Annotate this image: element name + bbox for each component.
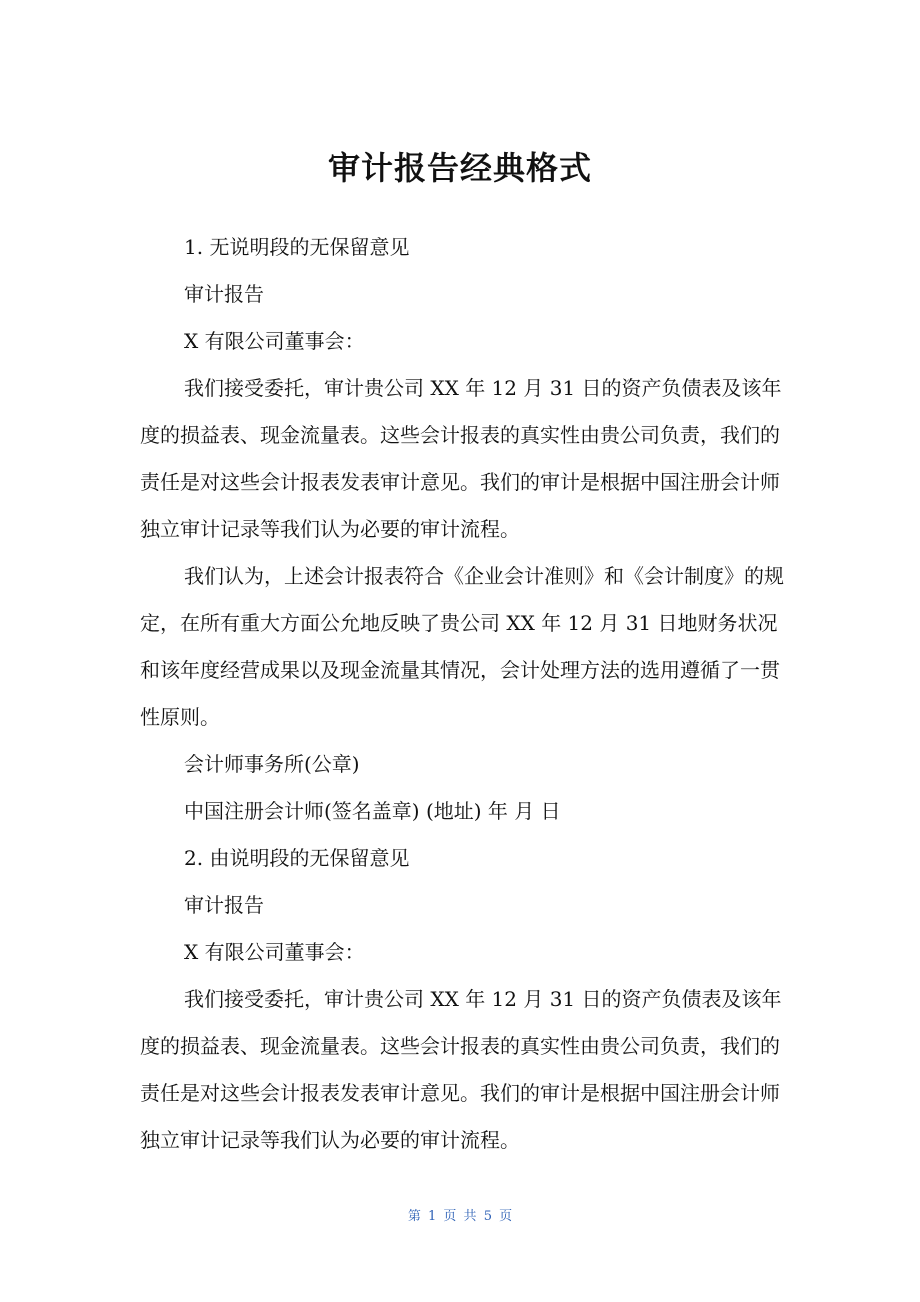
addressee-2: X 有限公司董事会： xyxy=(184,940,365,964)
document-body xyxy=(140,224,788,1164)
opinion-paragraph-1: 我们认为，上述会计报表符合《企业会计准则》和《会计制度》的规定，在所有重大方面公允地反映了贵公司 XX 年 12 月 31 日地财务状况和该年度经营成果以及现金流量其情况，会计处理方法的选用遵循了一贯性原则。 xyxy=(140,564,784,729)
page-footer: 第 1 页 共 5 页 xyxy=(407,1209,513,1224)
document-title: 审计报告经典格式 xyxy=(327,149,592,187)
report-heading-1: 审计报告 xyxy=(184,282,264,306)
body-paragraph-2: 我们接受委托，审计贵公司 XX 年 12 月 31 日的资产负债表及该年度的损益表、现金流量表。这些会计报表的真实性由贵公司负责，我们的责任是对这些会计报表发表审计意见。我们的审计是根据中国注册会计师独立审计记录等我们认为必要的审计流程。 xyxy=(140,987,782,1152)
addressee-1: X 有限公司董事会： xyxy=(184,329,365,353)
section-heading-2: 2. 由说明段的无保留意见 xyxy=(184,846,410,870)
report-heading-2: 审计报告 xyxy=(184,893,264,917)
signature-line: 中国注册会计师(签名盖章) (地址) 年 月 日 xyxy=(184,799,561,823)
section-heading-1: 1. 无说明段的无保留意见 xyxy=(184,235,410,259)
firm-seal-line: 会计师事务所(公章) xyxy=(184,752,360,776)
body-paragraph-1: 我们接受委托，审计贵公司 XX 年 12 月 31 日的资产负债表及该年度的损益表、现金流量表。这些会计报表的真实性由贵公司负责，我们的责任是对这些会计报表发表审计意见。我们的审计是根据中国注册会计师独立审计记录等我们认为必要的审计流程。 xyxy=(140,376,782,541)
